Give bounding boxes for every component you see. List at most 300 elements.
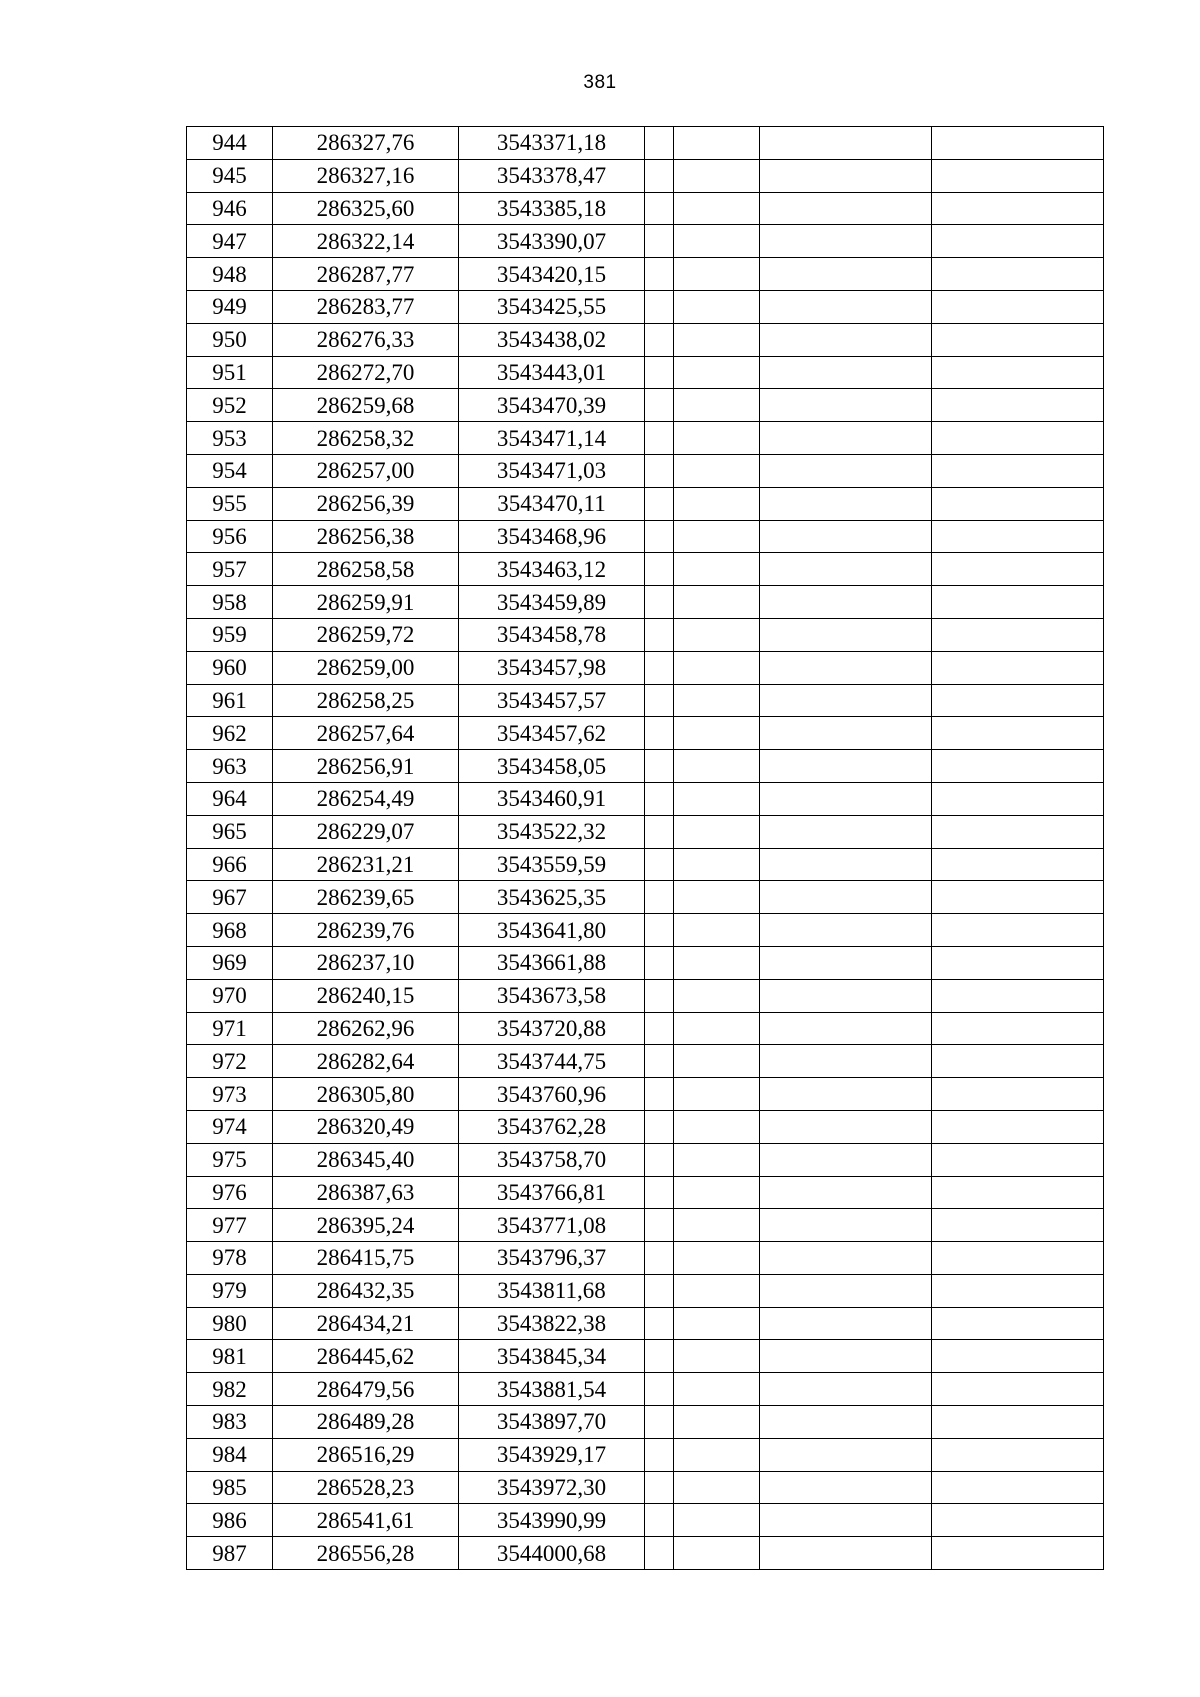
table-row [187,1504,1104,1537]
empty-cell [932,127,1104,160]
empty-cell [674,586,760,619]
table-row [187,1274,1104,1307]
empty-cell [760,553,932,586]
empty-cell [932,1274,1104,1307]
empty-cell [674,1045,760,1078]
x-coordinate-cell: 286262,96 [273,1012,459,1045]
point-number-cell: 949 [187,290,273,323]
empty-cell [760,1307,932,1340]
empty-cell [932,782,1104,815]
empty-cell [760,1438,932,1471]
empty-cell [760,1242,932,1275]
empty-cell [645,651,674,684]
table-row [187,1143,1104,1176]
empty-cell [932,1340,1104,1373]
table-row [187,684,1104,717]
empty-cell [760,1176,932,1209]
empty-cell [932,1537,1104,1570]
point-number-cell: 972 [187,1045,273,1078]
point-number-cell: 979 [187,1274,273,1307]
x-coordinate-cell: 286259,91 [273,586,459,619]
empty-cell [932,618,1104,651]
point-number-cell: 980 [187,1307,273,1340]
empty-cell [674,1406,760,1439]
empty-cell [760,520,932,553]
table-row [187,1406,1104,1439]
empty-cell [674,1078,760,1111]
empty-cell [760,782,932,815]
empty-cell [932,1406,1104,1439]
empty-cell [674,1504,760,1537]
point-number-cell: 952 [187,389,273,422]
table-row [187,1012,1104,1045]
empty-cell [645,1012,674,1045]
point-number-cell: 987 [187,1537,273,1570]
x-coordinate-cell: 286256,39 [273,487,459,520]
empty-cell [645,1406,674,1439]
y-coordinate-cell: 3543720,88 [459,1012,645,1045]
empty-cell [932,520,1104,553]
empty-cell [674,717,760,750]
empty-cell [645,487,674,520]
empty-cell [674,553,760,586]
y-coordinate-cell: 3543420,15 [459,258,645,291]
point-number-cell: 983 [187,1406,273,1439]
empty-cell [932,586,1104,619]
empty-cell [760,618,932,651]
empty-cell [932,1209,1104,1242]
empty-cell [674,750,760,783]
empty-cell [645,979,674,1012]
table-row [187,1471,1104,1504]
table-row [187,553,1104,586]
point-number-cell: 950 [187,323,273,356]
empty-cell [932,914,1104,947]
empty-cell [645,356,674,389]
empty-cell [645,815,674,848]
empty-cell [645,848,674,881]
y-coordinate-cell: 3543559,59 [459,848,645,881]
coordinates-table-body [187,127,1104,1570]
x-coordinate-cell: 286415,75 [273,1242,459,1275]
y-coordinate-cell: 3543673,58 [459,979,645,1012]
point-number-cell: 959 [187,618,273,651]
empty-cell [645,1504,674,1537]
x-coordinate-cell: 286259,00 [273,651,459,684]
empty-cell [760,1209,932,1242]
y-coordinate-cell: 3543881,54 [459,1373,645,1406]
empty-cell [645,454,674,487]
y-coordinate-cell: 3543468,96 [459,520,645,553]
empty-cell [760,1143,932,1176]
coordinates-table [186,126,1104,1570]
empty-cell [760,651,932,684]
empty-cell [674,389,760,422]
table-row [187,520,1104,553]
point-number-cell: 969 [187,946,273,979]
point-number-cell: 962 [187,717,273,750]
empty-cell [932,290,1104,323]
x-coordinate-cell: 286256,38 [273,520,459,553]
x-coordinate-cell: 286258,25 [273,684,459,717]
point-number-cell: 944 [187,127,273,160]
empty-cell [760,1012,932,1045]
empty-cell [932,356,1104,389]
empty-cell [932,1012,1104,1045]
point-number-cell: 964 [187,782,273,815]
y-coordinate-cell: 3543470,11 [459,487,645,520]
table-row [187,1307,1104,1340]
point-number-cell: 951 [187,356,273,389]
empty-cell [932,1471,1104,1504]
empty-cell [932,979,1104,1012]
empty-cell [674,848,760,881]
table-row [187,1176,1104,1209]
y-coordinate-cell: 3543762,28 [459,1110,645,1143]
table-row [187,717,1104,750]
y-coordinate-cell: 3543758,70 [459,1143,645,1176]
empty-cell [760,192,932,225]
point-number-cell: 974 [187,1110,273,1143]
table-row [187,750,1104,783]
table-row [187,290,1104,323]
y-coordinate-cell: 3543771,08 [459,1209,645,1242]
empty-cell [760,127,932,160]
empty-cell [645,1045,674,1078]
empty-cell [645,1209,674,1242]
y-coordinate-cell: 3543796,37 [459,1242,645,1275]
empty-cell [674,618,760,651]
empty-cell [760,1406,932,1439]
empty-cell [674,225,760,258]
y-coordinate-cell: 3543929,17 [459,1438,645,1471]
table-row [187,487,1104,520]
empty-cell [645,1176,674,1209]
point-number-cell: 947 [187,225,273,258]
empty-cell [932,258,1104,291]
empty-cell [674,815,760,848]
x-coordinate-cell: 286556,28 [273,1537,459,1570]
point-number-cell: 953 [187,422,273,455]
table-row [187,881,1104,914]
empty-cell [932,815,1104,848]
table-row [187,1209,1104,1242]
point-number-cell: 984 [187,1438,273,1471]
empty-cell [932,192,1104,225]
empty-cell [932,487,1104,520]
empty-cell [932,946,1104,979]
empty-cell [760,914,932,947]
empty-cell [645,389,674,422]
table-row [187,454,1104,487]
point-number-cell: 986 [187,1504,273,1537]
point-number-cell: 965 [187,815,273,848]
empty-cell [674,192,760,225]
point-number-cell: 961 [187,684,273,717]
empty-cell [674,1143,760,1176]
table-row [187,1078,1104,1111]
x-coordinate-cell: 286259,72 [273,618,459,651]
empty-cell [674,323,760,356]
point-number-cell: 966 [187,848,273,881]
point-number-cell: 954 [187,454,273,487]
y-coordinate-cell: 3543641,80 [459,914,645,947]
point-number-cell: 946 [187,192,273,225]
empty-cell [932,1143,1104,1176]
table-row [187,1438,1104,1471]
empty-cell [760,1110,932,1143]
empty-cell [674,1274,760,1307]
x-coordinate-cell: 286432,35 [273,1274,459,1307]
empty-cell [674,946,760,979]
y-coordinate-cell: 3543625,35 [459,881,645,914]
point-number-cell: 970 [187,979,273,1012]
y-coordinate-cell: 3543457,98 [459,651,645,684]
table-row [187,946,1104,979]
x-coordinate-cell: 286445,62 [273,1340,459,1373]
empty-cell [674,1438,760,1471]
empty-cell [932,848,1104,881]
x-coordinate-cell: 286282,64 [273,1045,459,1078]
x-coordinate-cell: 286258,58 [273,553,459,586]
x-coordinate-cell: 286320,49 [273,1110,459,1143]
empty-cell [932,159,1104,192]
x-coordinate-cell: 286395,24 [273,1209,459,1242]
y-coordinate-cell: 3543766,81 [459,1176,645,1209]
empty-cell [760,1340,932,1373]
x-coordinate-cell: 286287,77 [273,258,459,291]
empty-cell [674,422,760,455]
empty-cell [645,1242,674,1275]
y-coordinate-cell: 3543471,03 [459,454,645,487]
x-coordinate-cell: 286516,29 [273,1438,459,1471]
empty-cell [760,454,932,487]
table-row [187,389,1104,422]
empty-cell [645,684,674,717]
point-number-cell: 973 [187,1078,273,1111]
empty-cell [645,1373,674,1406]
empty-cell [645,1078,674,1111]
y-coordinate-cell: 3543378,47 [459,159,645,192]
empty-cell [760,389,932,422]
empty-cell [760,815,932,848]
point-number-cell: 981 [187,1340,273,1373]
x-coordinate-cell: 286259,68 [273,389,459,422]
empty-cell [932,717,1104,750]
x-coordinate-cell: 286489,28 [273,1406,459,1439]
y-coordinate-cell: 3543811,68 [459,1274,645,1307]
empty-cell [674,684,760,717]
empty-cell [760,290,932,323]
empty-cell [932,389,1104,422]
point-number-cell: 985 [187,1471,273,1504]
empty-cell [674,1242,760,1275]
table-row [187,651,1104,684]
y-coordinate-cell: 3543470,39 [459,389,645,422]
empty-cell [674,356,760,389]
empty-cell [760,750,932,783]
table-row [187,782,1104,815]
empty-cell [674,1537,760,1570]
table-row [187,1537,1104,1570]
table-row [187,1242,1104,1275]
empty-cell [645,520,674,553]
empty-cell [932,422,1104,455]
empty-cell [760,1373,932,1406]
empty-cell [760,717,932,750]
y-coordinate-cell: 3543471,14 [459,422,645,455]
x-coordinate-cell: 286231,21 [273,848,459,881]
table-row [187,422,1104,455]
empty-cell [674,1307,760,1340]
point-number-cell: 960 [187,651,273,684]
x-coordinate-cell: 286479,56 [273,1373,459,1406]
x-coordinate-cell: 286257,64 [273,717,459,750]
table-row [187,1110,1104,1143]
x-coordinate-cell: 286240,15 [273,979,459,1012]
empty-cell [645,192,674,225]
x-coordinate-cell: 286434,21 [273,1307,459,1340]
x-coordinate-cell: 286239,76 [273,914,459,947]
empty-cell [760,979,932,1012]
empty-cell [932,323,1104,356]
point-number-cell: 956 [187,520,273,553]
table-row [187,225,1104,258]
table-row [187,586,1104,619]
empty-cell [760,684,932,717]
empty-cell [674,290,760,323]
empty-cell [674,487,760,520]
x-coordinate-cell: 286327,76 [273,127,459,160]
empty-cell [932,1504,1104,1537]
empty-cell [760,1504,932,1537]
empty-cell [674,914,760,947]
empty-cell [760,225,932,258]
empty-cell [760,586,932,619]
point-number-cell: 975 [187,1143,273,1176]
point-number-cell: 982 [187,1373,273,1406]
point-number-cell: 967 [187,881,273,914]
point-number-cell: 948 [187,258,273,291]
empty-cell [932,684,1104,717]
empty-cell [760,946,932,979]
empty-cell [932,454,1104,487]
empty-cell [645,782,674,815]
empty-cell [932,1438,1104,1471]
x-coordinate-cell: 286256,91 [273,750,459,783]
empty-cell [645,258,674,291]
table-row [187,979,1104,1012]
empty-cell [674,1209,760,1242]
empty-cell [645,1471,674,1504]
empty-cell [645,422,674,455]
empty-cell [645,1110,674,1143]
empty-cell [645,618,674,651]
empty-cell [932,225,1104,258]
table-row [187,323,1104,356]
y-coordinate-cell: 3543897,70 [459,1406,645,1439]
table-row [187,127,1104,160]
table-row [187,618,1104,651]
point-number-cell: 976 [187,1176,273,1209]
x-coordinate-cell: 286283,77 [273,290,459,323]
y-coordinate-cell: 3544000,68 [459,1537,645,1570]
empty-cell [760,848,932,881]
x-coordinate-cell: 286327,16 [273,159,459,192]
empty-cell [932,651,1104,684]
empty-cell [674,1373,760,1406]
empty-cell [645,1537,674,1570]
x-coordinate-cell: 286541,61 [273,1504,459,1537]
empty-cell [645,1274,674,1307]
empty-cell [645,553,674,586]
empty-cell [645,914,674,947]
y-coordinate-cell: 3543661,88 [459,946,645,979]
x-coordinate-cell: 286325,60 [273,192,459,225]
empty-cell [932,1078,1104,1111]
empty-cell [674,1340,760,1373]
x-coordinate-cell: 286305,80 [273,1078,459,1111]
empty-cell [760,1471,932,1504]
empty-cell [645,225,674,258]
empty-cell [932,1307,1104,1340]
empty-cell [760,258,932,291]
x-coordinate-cell: 286254,49 [273,782,459,815]
table-row [187,815,1104,848]
table-row [187,1373,1104,1406]
y-coordinate-cell: 3543457,62 [459,717,645,750]
y-coordinate-cell: 3543458,05 [459,750,645,783]
x-coordinate-cell: 286387,63 [273,1176,459,1209]
empty-cell [760,487,932,520]
empty-cell [760,422,932,455]
y-coordinate-cell: 3543459,89 [459,586,645,619]
x-coordinate-cell: 286322,14 [273,225,459,258]
empty-cell [674,159,760,192]
empty-cell [645,1143,674,1176]
empty-cell [674,1471,760,1504]
empty-cell [760,1078,932,1111]
y-coordinate-cell: 3543443,01 [459,356,645,389]
y-coordinate-cell: 3543760,96 [459,1078,645,1111]
empty-cell [760,881,932,914]
empty-cell [932,553,1104,586]
empty-cell [674,1110,760,1143]
empty-cell [674,979,760,1012]
empty-cell [674,782,760,815]
empty-cell [645,290,674,323]
table-row [187,848,1104,881]
empty-cell [645,881,674,914]
empty-cell [645,323,674,356]
point-number-cell: 955 [187,487,273,520]
point-number-cell: 958 [187,586,273,619]
y-coordinate-cell: 3543390,07 [459,225,645,258]
empty-cell [932,1110,1104,1143]
point-number-cell: 963 [187,750,273,783]
empty-cell [760,323,932,356]
empty-cell [645,1307,674,1340]
empty-cell [932,1176,1104,1209]
empty-cell [760,1274,932,1307]
empty-cell [760,159,932,192]
x-coordinate-cell: 286276,33 [273,323,459,356]
point-number-cell: 978 [187,1242,273,1275]
y-coordinate-cell: 3543463,12 [459,553,645,586]
empty-cell [674,1012,760,1045]
empty-cell [645,1340,674,1373]
point-number-cell: 968 [187,914,273,947]
